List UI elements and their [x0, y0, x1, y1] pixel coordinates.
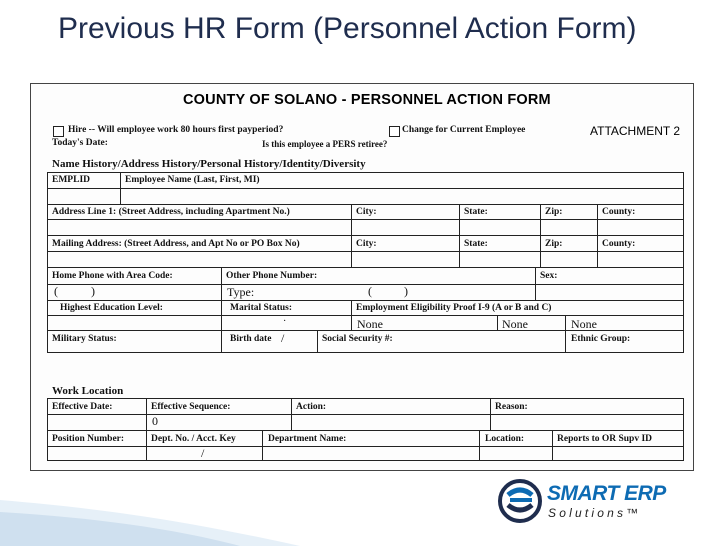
address-line1-label: Address Line 1: (Street Address, including Apartment No.)	[52, 207, 290, 217]
attachment-label: ATTACHMENT 2	[590, 124, 681, 138]
pers-question: Is this employee a PERS retiree?	[262, 139, 388, 149]
todays-date-label: Today's Date:	[52, 138, 108, 148]
home-phone-paren-open: (	[54, 284, 58, 298]
eligibility-a-value: None	[357, 317, 383, 331]
effective-sequence-value: 0	[152, 414, 158, 428]
mailing-county-label: County:	[602, 239, 636, 249]
effective-date-label: Effective Date:	[52, 402, 113, 412]
zip-label: Zip:	[545, 207, 563, 217]
department-name-label: Department Name:	[268, 434, 347, 444]
eligibility-b-value: None	[502, 317, 528, 331]
county-label: County:	[602, 207, 636, 217]
change-label: Change for Current Employee	[402, 125, 526, 135]
military-status-label: Military Status:	[52, 334, 117, 344]
change-checkbox[interactable]	[389, 126, 400, 137]
birth-date-label: Birth date	[230, 334, 272, 344]
birth-date-slash: /	[281, 331, 285, 345]
logo-word-smart-erp: SMART ERP	[547, 482, 666, 505]
mailing-city-label: City:	[356, 239, 377, 249]
employment-eligibility-label: Employment Eligibility Proof I-9 (A or B and C)	[356, 303, 552, 313]
reason-label: Reason:	[495, 402, 528, 412]
section-work-location: Work Location	[52, 385, 124, 397]
slide-title: Previous HR Form (Personnel Action Form)	[58, 12, 637, 45]
dept-no-slash: /	[201, 446, 205, 460]
employee-name-label: Employee Name (Last, First, MI)	[125, 175, 260, 185]
hire-question: Hire -- Will employee work 80 hours first payperiod?	[68, 125, 284, 135]
logo-mark-icon	[498, 479, 542, 523]
home-phone-paren-close: )	[91, 284, 95, 298]
effective-sequence-label: Effective Sequence:	[151, 402, 231, 412]
action-label: Action:	[296, 402, 327, 412]
sex-label: Sex:	[540, 271, 558, 281]
other-phone-paren-close: )	[404, 284, 408, 298]
section-name-history: Name History/Address History/Personal History/Identity/Diversity	[52, 158, 366, 170]
emplid-label: EMPLID	[52, 175, 90, 185]
logo-word-solutions: Solutions™	[548, 506, 642, 520]
mailing-state-label: State:	[464, 239, 488, 249]
form-title: COUNTY OF SOLANO - PERSONNEL ACTION FORM	[183, 92, 551, 108]
marital-status-label: Marital Status:	[230, 303, 293, 313]
mailing-address-label: Mailing Address: (Street Address, and Apt No or PO Box No)	[52, 239, 300, 249]
home-phone-label: Home Phone with Area Code:	[52, 271, 173, 281]
hire-checkbox[interactable]	[53, 126, 64, 137]
state-label: State:	[464, 207, 488, 217]
eligibility-c-value: None	[571, 317, 597, 331]
position-number-label: Position Number:	[52, 434, 125, 444]
mailing-zip-label: Zip:	[545, 239, 563, 249]
dept-no-label: Dept. No. / Acct. Key	[151, 434, 236, 444]
ethnic-group-label: Ethnic Group:	[571, 334, 631, 344]
reports-to-label: Reports to OR Supv ID	[557, 434, 653, 444]
other-phone-label: Other Phone Number:	[226, 271, 318, 281]
social-security-label: Social Security #:	[322, 334, 393, 344]
other-phone-paren-open: (	[368, 284, 372, 298]
highest-education-label: Highest Education Level:	[60, 303, 163, 313]
marital-mark: ·	[283, 316, 287, 327]
location-label: Location:	[485, 434, 525, 444]
smart-erp-logo	[498, 478, 676, 524]
city-label: City:	[356, 207, 377, 217]
type-label: Type:	[227, 285, 255, 299]
